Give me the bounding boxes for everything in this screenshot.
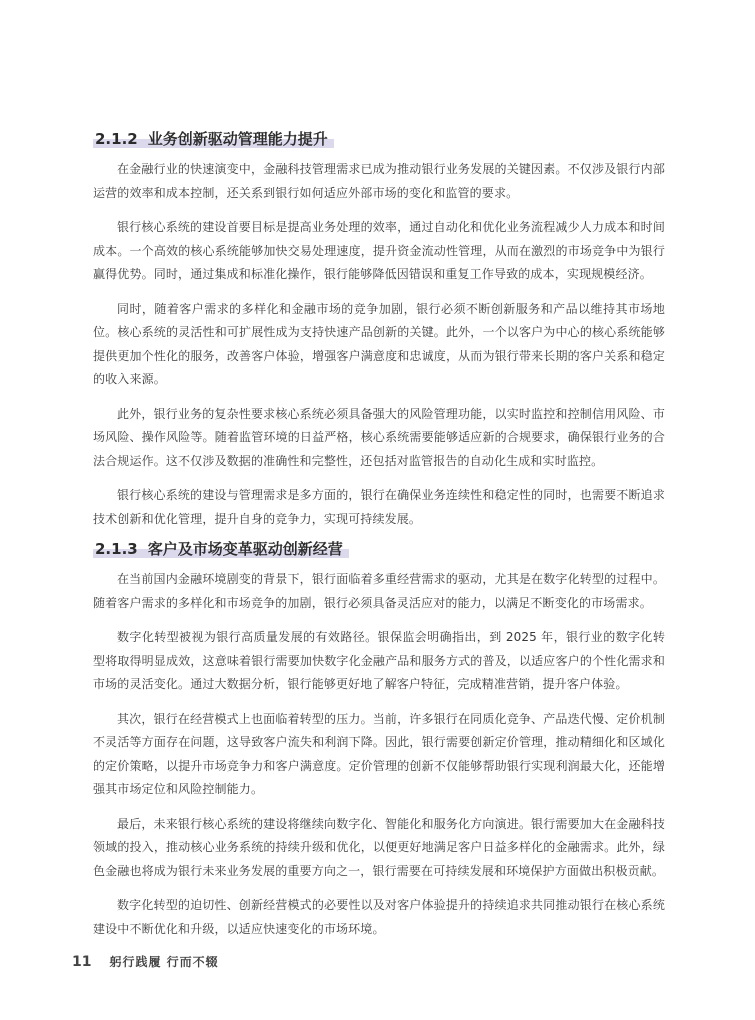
paragraph: 同时，随着客户需求的多样化和金融市场的竞争加剧，银行必须不断创新服务和产品以维持其市场地位。核心系统的灵活性和可扩展性成为支持快速产品创新的关键。此外，一个以客户为中心的核心系统能够提供更加个性化的服务，改善客户体验，增强客户满意度和忠诚度，从而为银行带来长期的客户关系和稳定的收入来源。 xyxy=(93,301,665,386)
paragraph: 最后，未来银行核心系统的建设将继续向数字化、智能化和服务化方向演进。银行需要加大在金融科技领域的投入，推动核心业务系统的持续升级和优化，以便更好地满足客户日益多样化的金融需求。此外，绿色金融也将成为银行未来业务发展的重要方向之一，银行需要在可持续发展和环境保护方面做出积极贡献。 xyxy=(93,816,665,878)
footer-slogan: 躬行践履 行而不辍 xyxy=(109,955,219,969)
section-number: 2.1.2 xyxy=(95,130,138,148)
paragraph: 其次，银行在经营模式上也面临着转型的压力。当前，许多银行在同质化竞争、产品迭代慢、定价机制不灵活等方面存在问题，这导致客户流失和利润下降。因此，银行需要创新定价管理，推动精细化和区域化的定价策略，以提升市场竞争力和客户满意度。定价管理的创新不仅能够帮助银行实现利润最大化，还能增强其市场定位和风险控制能力。 xyxy=(93,711,665,796)
paragraph: 此外，银行业务的复杂性要求核心系统必须具备强大的风险管理功能，以实时监控和控制信用风险、市场风险、操作风险等。随着监管环境的日益严格，核心系统需要能够适应新的合规要求，确保银行业务的合法合规运作。这不仅涉及数据的准确性和完整性，还包括对监管报告的自动化生成和实时监控。 xyxy=(93,406,665,468)
paragraph: 数字化转型的迫切性、创新经营模式的必要性以及对客户体验提升的持续追求共同推动银行在核心系统建设中不断优化和升级，以适应快速变化的市场环境。 xyxy=(93,898,665,936)
paragraph: 在当前国内金融环境剧变的背景下，银行面临着多重经营需求的驱动，尤其是在数字化转型的过程中。随着客户需求的多样化和市场竞争的加剧，银行必须具备灵活应对的能力，以满足不断变化的市场需求。 xyxy=(93,572,665,610)
section-body xyxy=(93,568,665,941)
section-2-1-2 xyxy=(93,128,665,531)
page-number: 11 xyxy=(72,954,92,970)
section-number: 2.1.3 xyxy=(95,540,138,558)
paragraph: 银行核心系统的建设与管理需求是多方面的，银行在确保业务连续性和稳定性的同时，也需要不断追求技术创新和优化管理，提升自身的竞争力，实现可持续发展。 xyxy=(93,488,665,526)
section-body xyxy=(93,158,665,531)
paragraph: 在金融行业的快速演变中，金融科技管理需求已成为推动银行业务发展的关键因素。不仅涉及银行内部运营的效率和成本控制，还关系到银行如何适应外部市场的变化和监管的要求。 xyxy=(93,162,665,200)
page-footer xyxy=(72,953,219,970)
paragraph: 银行核心系统的建设首要目标是提高业务处理的效率，通过自动化和优化业务流程减少人力成本和时间成本。一个高效的核心系统能够加快交易处理速度，提升资金流动性管理，从而在激烈的市场竞争中为银行赢得优势。同时，通过集成和标准化操作，银行能够降低因错误和重复工作导致的成本，实现规模经济。 xyxy=(93,220,665,281)
section-heading xyxy=(93,538,345,560)
section-title: 业务创新驱动管理能力提升 xyxy=(147,130,328,148)
section-heading xyxy=(93,128,330,150)
section-2-1-3 xyxy=(93,538,665,941)
paragraph: 数字化转型被视为银行高质量发展的有效路径。银保监会明确指出，到 2025 年，银行业的数字化转型将取得明显成效，这意味着银行需要加快数字化金融产品和服务方式的普及，以适应客户的个性化需求和市场的灵活变化。通过大数据分析，银行能够更好地了解客户特征，完成精准营销，提升客户体验。 xyxy=(93,630,665,691)
section-title: 客户及市场变革驱动创新经营 xyxy=(147,540,343,558)
